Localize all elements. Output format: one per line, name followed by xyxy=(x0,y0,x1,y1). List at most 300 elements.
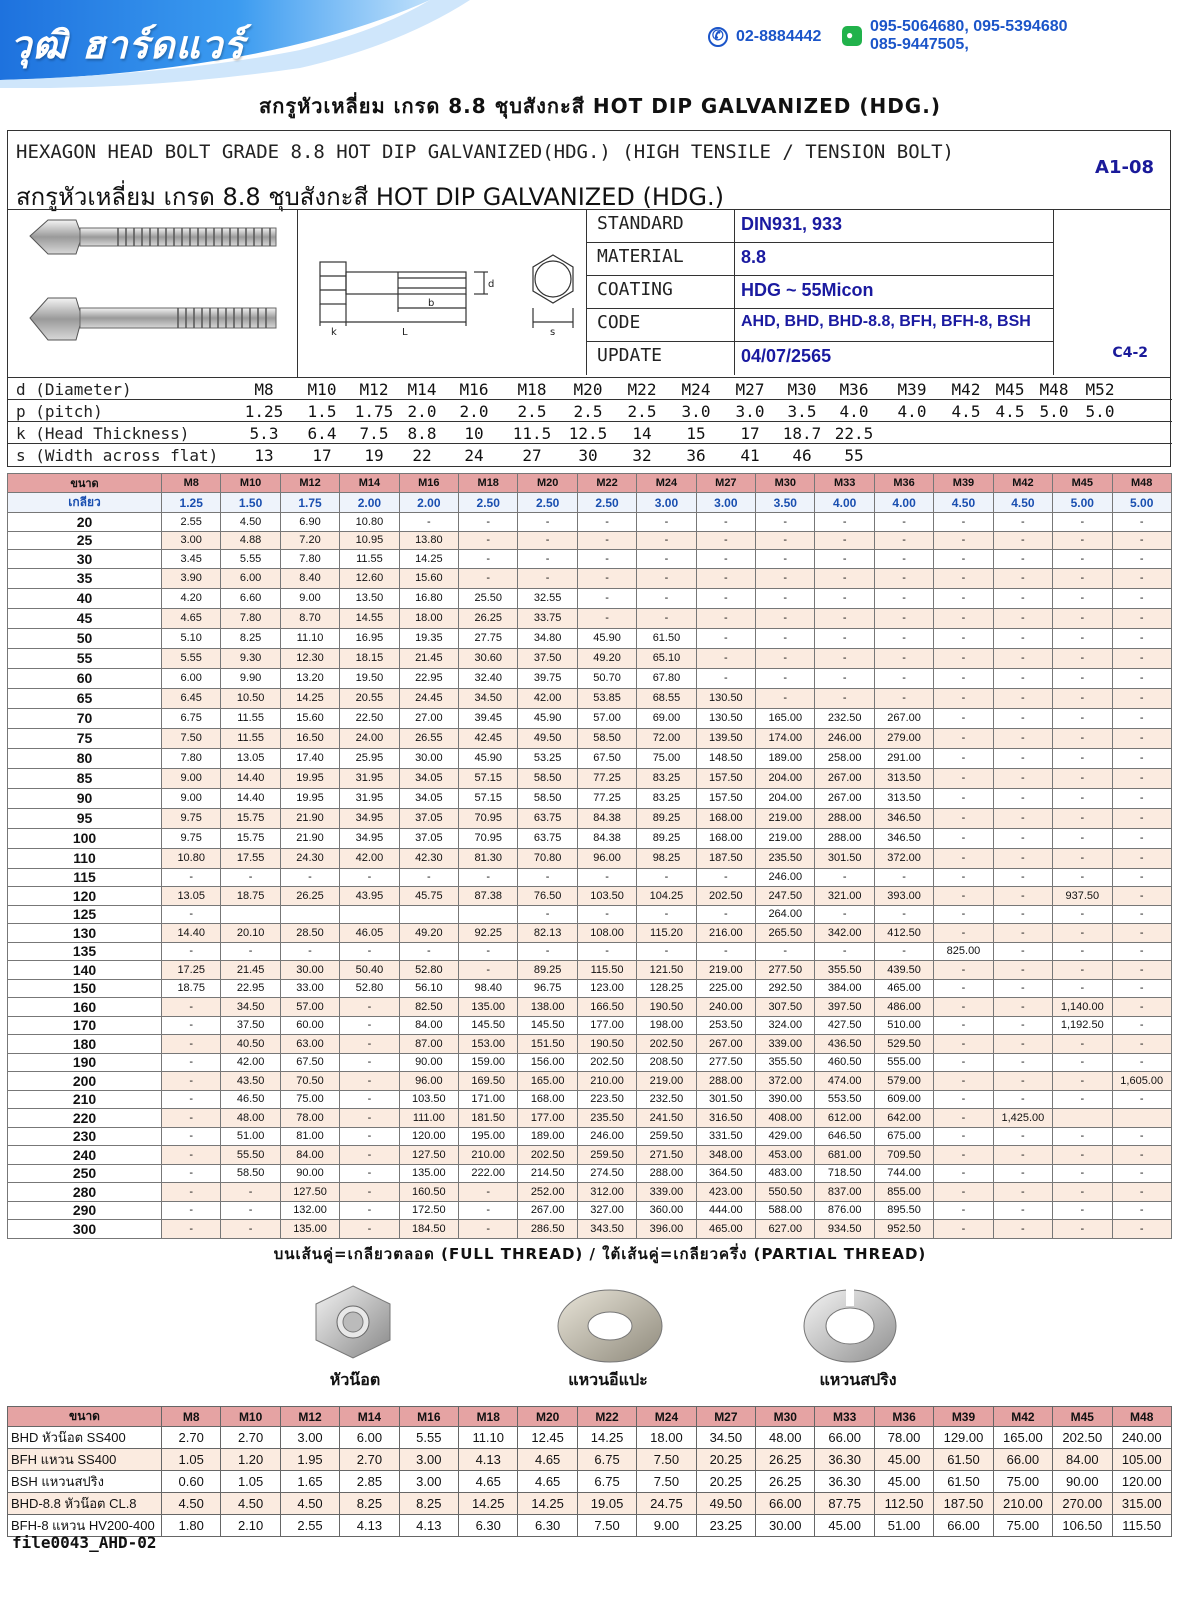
price-cell: 32.40 xyxy=(459,668,518,688)
dimension-value: 2.5 xyxy=(627,402,657,421)
price-cell: 483.00 xyxy=(756,1164,815,1183)
phone-contact xyxy=(708,27,821,47)
dimension-label: k (Head Thickness) xyxy=(16,424,190,443)
price-cell: 66.00 xyxy=(993,1449,1052,1471)
table-row xyxy=(8,1109,1172,1128)
price-cell: - xyxy=(1053,924,1112,943)
column-header: M10 xyxy=(221,474,280,493)
price-cell: - xyxy=(993,648,1052,668)
price-cell: - xyxy=(993,568,1052,588)
price-cell: 108.00 xyxy=(577,924,636,943)
price-cell: - xyxy=(1053,628,1112,648)
price-cell: - xyxy=(1053,1146,1112,1165)
price-cell: - xyxy=(221,1201,280,1220)
price-cell: - xyxy=(637,608,696,628)
dimension-value: 3.0 xyxy=(735,402,765,421)
dimension-value: M39 xyxy=(897,380,927,399)
price-cell: 267.00 xyxy=(815,768,874,788)
price-cell: 21.45 xyxy=(399,648,458,668)
row-size: 210 xyxy=(8,1090,162,1109)
price-cell: - xyxy=(340,1146,399,1165)
column-header: M24 xyxy=(637,474,696,493)
price-cell: 412.50 xyxy=(874,924,933,943)
price-cell: 339.00 xyxy=(756,1035,815,1054)
dimension-value: 4.0 xyxy=(839,402,869,421)
price-cell: - xyxy=(577,868,636,887)
column-header: M45 xyxy=(1053,1407,1112,1427)
price-cell: 2.10 xyxy=(221,1515,280,1537)
price-cell: - xyxy=(1112,648,1171,668)
price-cell: 26.25 xyxy=(756,1449,815,1471)
price-cell: - xyxy=(993,924,1052,943)
dimension-value: M48 xyxy=(1039,380,1069,399)
price-cell xyxy=(340,905,399,924)
price-cell: 65.10 xyxy=(637,648,696,668)
price-cell: - xyxy=(1112,1146,1171,1165)
price-cell: - xyxy=(934,531,993,550)
price-cell: - xyxy=(934,668,993,688)
price-cell: 744.00 xyxy=(874,1164,933,1183)
price-cell: 6.45 xyxy=(162,688,221,708)
price-cell: 75.00 xyxy=(993,1515,1052,1537)
price-cell: 9.00 xyxy=(162,768,221,788)
price-cell: - xyxy=(993,748,1052,768)
price-cell xyxy=(459,905,518,924)
row-size: 240 xyxy=(8,1146,162,1165)
row-size: 30 xyxy=(8,550,162,569)
price-cell: 288.00 xyxy=(637,1164,696,1183)
row-size: 230 xyxy=(8,1127,162,1146)
dimension-value: M45 xyxy=(995,380,1025,399)
price-cell: 288.00 xyxy=(696,1072,755,1091)
header-banner xyxy=(0,0,1200,88)
price-cell: 0.60 xyxy=(162,1471,221,1493)
price-cell: 390.00 xyxy=(756,1090,815,1109)
price-cell: - xyxy=(874,868,933,887)
price-cell: 4.13 xyxy=(340,1515,399,1537)
price-cell: - xyxy=(162,942,221,961)
price-cell: - xyxy=(696,531,755,550)
price-cell: - xyxy=(459,568,518,588)
price-cell: 202.50 xyxy=(577,1053,636,1072)
price-cell: 8.25 xyxy=(221,628,280,648)
price-cell: 63.00 xyxy=(280,1035,339,1054)
price-cell: - xyxy=(696,905,755,924)
price-cell: 2.55 xyxy=(280,1515,339,1537)
price-cell: - xyxy=(815,608,874,628)
price-cell: 321.00 xyxy=(815,887,874,906)
price-cell: 348.00 xyxy=(696,1146,755,1165)
price-cell: 58.50 xyxy=(221,1164,280,1183)
price-cell: 172.50 xyxy=(399,1201,458,1220)
dimension-value: M36 xyxy=(839,380,869,399)
price-cell: 130.50 xyxy=(696,688,755,708)
price-cell: - xyxy=(1112,905,1171,924)
price-cell: 70.80 xyxy=(518,848,577,868)
price-cell: 324.00 xyxy=(756,1016,815,1035)
price-cell: - xyxy=(756,608,815,628)
dimension-value: M22 xyxy=(627,380,657,399)
price-cell: - xyxy=(1112,1090,1171,1109)
price-cell: - xyxy=(815,688,874,708)
dimension-value: 2.5 xyxy=(573,402,603,421)
column-header: M18 xyxy=(459,1407,518,1427)
pitch-header: เกลียว xyxy=(8,493,162,513)
price-cell: - xyxy=(815,648,874,668)
price-cell: 112.50 xyxy=(874,1493,933,1515)
price-cell: 232.50 xyxy=(637,1090,696,1109)
price-cell: - xyxy=(815,668,874,688)
row-size: 140 xyxy=(8,961,162,980)
row-size: 200 xyxy=(8,1072,162,1091)
dimension-value: 46 xyxy=(792,446,812,465)
price-cell: - xyxy=(1112,808,1171,828)
price-cell: 267.00 xyxy=(874,708,933,728)
price-cell: 70.95 xyxy=(459,828,518,848)
price-cell: - xyxy=(1112,1127,1171,1146)
price-cell: - xyxy=(815,588,874,608)
price-cell: 42.00 xyxy=(340,848,399,868)
price-cell: 70.95 xyxy=(459,808,518,828)
price-cell: 19.50 xyxy=(340,668,399,688)
dimension-value: 11.5 xyxy=(512,424,552,443)
price-cell: - xyxy=(1053,768,1112,788)
price-cell: 67.50 xyxy=(280,1053,339,1072)
dimension-value: 6.4 xyxy=(307,424,337,443)
price-cell: - xyxy=(993,588,1052,608)
brand-logo: วุฒิ ฮาร์ดแวร์ xyxy=(10,23,245,67)
price-cell: 30.00 xyxy=(756,1515,815,1537)
price-cell: 372.00 xyxy=(756,1072,815,1091)
item-name: BHD-8.8 หัวน๊อต CL.8 xyxy=(8,1493,162,1515)
price-cell: 1.05 xyxy=(162,1449,221,1471)
dimension-row xyxy=(8,444,1172,466)
price-cell: 343.50 xyxy=(577,1220,636,1239)
price-cell: - xyxy=(340,868,399,887)
price-cell: 25.95 xyxy=(340,748,399,768)
column-header: M14 xyxy=(340,474,399,493)
table-row xyxy=(8,808,1172,828)
dimension-value: 4.5 xyxy=(951,402,981,421)
accessory-table-header xyxy=(8,1407,1172,1427)
price-cell: 52.80 xyxy=(399,961,458,980)
price-cell: - xyxy=(934,808,993,828)
price-cell: 4.50 xyxy=(280,1493,339,1515)
price-cell: - xyxy=(874,531,933,550)
price-cell: 19.35 xyxy=(399,628,458,648)
price-cell: - xyxy=(756,942,815,961)
price-cell: - xyxy=(1053,828,1112,848)
prop-value: AHD, BHD, BHD-8.8, BFH, BFH-8, BSH xyxy=(734,309,1054,342)
price-cell: - xyxy=(1053,1127,1112,1146)
price-cell: 7.50 xyxy=(637,1449,696,1471)
price-cell: 6.00 xyxy=(221,568,280,588)
price-cell: - xyxy=(1112,1164,1171,1183)
dimension-value: M16 xyxy=(459,380,489,399)
price-cell: 2.70 xyxy=(340,1449,399,1471)
price-cell: 25.50 xyxy=(459,588,518,608)
price-cell: 4.50 xyxy=(162,1493,221,1515)
table-row xyxy=(8,1427,1172,1449)
price-cell: 58.50 xyxy=(518,768,577,788)
price-cell: 9.75 xyxy=(162,808,221,828)
price-cell: 36.30 xyxy=(815,1471,874,1493)
price-cell: - xyxy=(1112,942,1171,961)
price-cell: 11.55 xyxy=(340,550,399,569)
row-size: 90 xyxy=(8,788,162,808)
pitch-value: 4.50 xyxy=(934,493,993,513)
price-cell: - xyxy=(518,531,577,550)
price-cell: 219.00 xyxy=(637,1072,696,1091)
price-cell: 15.60 xyxy=(280,708,339,728)
table-row xyxy=(8,768,1172,788)
dimension-value: 32 xyxy=(632,446,652,465)
price-cell: 460.50 xyxy=(815,1053,874,1072)
price-cell: 187.50 xyxy=(696,848,755,868)
price-cell: 277.50 xyxy=(756,961,815,980)
thread-note: บนเส้นคู่=เกลียวตลอด (FULL THREAD) / ใต้เส้นคู่=เกลียวครึ่ง (PARTIAL THREAD) xyxy=(273,1245,927,1263)
price-cell: 33.00 xyxy=(280,979,339,998)
price-cell: 612.00 xyxy=(815,1109,874,1128)
row-size: 170 xyxy=(8,1016,162,1035)
price-cell: - xyxy=(993,1053,1052,1072)
accessory-price-table xyxy=(7,1406,1172,1537)
price-cell: 14.25 xyxy=(518,1493,577,1515)
price-cell: 5.55 xyxy=(221,550,280,569)
price-cell: - xyxy=(934,648,993,668)
row-size: 55 xyxy=(8,648,162,668)
column-header: M48 xyxy=(1112,1407,1171,1427)
table-row xyxy=(8,1053,1172,1072)
price-cell: - xyxy=(1112,1220,1171,1239)
price-cell: - xyxy=(756,568,815,588)
price-cell: 58.50 xyxy=(518,788,577,808)
price-cell: 291.00 xyxy=(874,748,933,768)
price-cell: 157.50 xyxy=(696,768,755,788)
price-cell: 129.00 xyxy=(934,1427,993,1449)
table-row xyxy=(8,1201,1172,1220)
price-cell: 315.00 xyxy=(1112,1493,1171,1515)
prop-code xyxy=(586,309,1172,342)
price-cell: - xyxy=(993,608,1052,628)
price-cell: 13.80 xyxy=(399,531,458,550)
price-cell: - xyxy=(874,628,933,648)
pitch-value: 1.75 xyxy=(280,493,339,513)
price-cell: - xyxy=(1053,1072,1112,1091)
price-cell: - xyxy=(934,513,993,532)
price-cell: 39.45 xyxy=(459,708,518,728)
price-cell: 76.50 xyxy=(518,887,577,906)
price-cell: 105.00 xyxy=(1112,1449,1171,1471)
dimension-value: 3.5 xyxy=(787,402,817,421)
table-row xyxy=(8,1471,1172,1493)
table-row xyxy=(8,905,1172,924)
price-cell: - xyxy=(696,648,755,668)
price-cell: - xyxy=(637,513,696,532)
table-row xyxy=(8,608,1172,628)
price-cell: 89.25 xyxy=(637,828,696,848)
prop-label: STANDARD xyxy=(586,210,734,243)
price-cell: - xyxy=(340,1164,399,1183)
price-cell: 87.00 xyxy=(399,1035,458,1054)
price-cell: - xyxy=(874,688,933,708)
column-header: M45 xyxy=(1053,474,1112,493)
column-header: M33 xyxy=(815,1407,874,1427)
price-cell: - xyxy=(459,961,518,980)
row-size: 180 xyxy=(8,1035,162,1054)
row-size: 60 xyxy=(8,668,162,688)
price-cell: 46.50 xyxy=(221,1090,280,1109)
price-cell: 189.00 xyxy=(756,748,815,768)
price-cell: - xyxy=(756,531,815,550)
price-cell: 316.50 xyxy=(696,1109,755,1128)
row-size: 35 xyxy=(8,568,162,588)
price-cell: - xyxy=(815,568,874,588)
table-row xyxy=(8,1127,1172,1146)
bolt-diagram xyxy=(298,210,586,377)
price-cell: - xyxy=(162,1164,221,1183)
price-cell: - xyxy=(577,588,636,608)
price-cell: - xyxy=(1112,998,1171,1017)
price-cell: - xyxy=(934,748,993,768)
price-cell: 156.00 xyxy=(518,1053,577,1072)
table-row xyxy=(8,1090,1172,1109)
table-row xyxy=(8,1220,1172,1239)
price-cell: 6.90 xyxy=(280,513,339,532)
row-size: 300 xyxy=(8,1220,162,1239)
price-cell: - xyxy=(993,1127,1052,1146)
price-cell: - xyxy=(934,550,993,569)
price-cell xyxy=(221,905,280,924)
price-cell: - xyxy=(1112,628,1171,648)
pitch-value: 3.00 xyxy=(696,493,755,513)
price-cell: 67.50 xyxy=(577,748,636,768)
price-cell: - xyxy=(874,513,933,532)
price-cell: - xyxy=(162,1072,221,1091)
price-cell: 4.50 xyxy=(221,1493,280,1515)
table-row xyxy=(8,887,1172,906)
price-cell: - xyxy=(934,1146,993,1165)
price-cell: 427.50 xyxy=(815,1016,874,1035)
price-cell: - xyxy=(874,608,933,628)
price-cell: 3.00 xyxy=(399,1471,458,1493)
price-cell: - xyxy=(934,688,993,708)
price-cell: - xyxy=(993,1183,1052,1202)
price-cell: - xyxy=(459,531,518,550)
price-cell: 5.55 xyxy=(399,1427,458,1449)
column-header: M24 xyxy=(637,1407,696,1427)
price-cell: 127.50 xyxy=(399,1146,458,1165)
price-cell: - xyxy=(1112,748,1171,768)
price-cell: 174.00 xyxy=(756,728,815,748)
price-cell: - xyxy=(1112,1183,1171,1202)
row-size: 25 xyxy=(8,531,162,550)
price-cell: 151.50 xyxy=(518,1035,577,1054)
price-cell: 7.80 xyxy=(280,550,339,569)
pitch-value: 1.25 xyxy=(162,493,221,513)
price-cell: 550.50 xyxy=(756,1183,815,1202)
price-cell: 171.00 xyxy=(459,1090,518,1109)
table-row xyxy=(8,748,1172,768)
price-cell: 66.00 xyxy=(934,1515,993,1537)
price-cell: 78.00 xyxy=(280,1109,339,1128)
price-cell: - xyxy=(340,1220,399,1239)
price-cell: - xyxy=(1112,531,1171,550)
price-cell: 286.50 xyxy=(518,1220,577,1239)
price-cell: - xyxy=(162,1127,221,1146)
price-cell: 90.00 xyxy=(1053,1471,1112,1493)
price-cell: 127.50 xyxy=(280,1183,339,1202)
price-cell: 11.55 xyxy=(221,728,280,748)
price-cell: 115.50 xyxy=(577,961,636,980)
price-cell: 240.00 xyxy=(1112,1427,1171,1449)
dimension-value: 1.75 xyxy=(354,402,394,421)
price-cell: 153.00 xyxy=(459,1035,518,1054)
price-cell: - xyxy=(1053,728,1112,748)
svg-text:s: s xyxy=(550,327,556,338)
svg-text:L: L xyxy=(402,327,408,338)
price-cell: - xyxy=(934,728,993,748)
price-cell: 609.00 xyxy=(874,1090,933,1109)
price-cell: 159.00 xyxy=(459,1053,518,1072)
price-cell: - xyxy=(162,868,221,887)
price-cell: 553.50 xyxy=(815,1090,874,1109)
price-cell: - xyxy=(221,1220,280,1239)
price-cell: 165.00 xyxy=(518,1072,577,1091)
price-cell: 396.00 xyxy=(637,1220,696,1239)
price-cell xyxy=(1112,1109,1171,1128)
table-row xyxy=(8,979,1172,998)
price-cell: - xyxy=(399,942,458,961)
dimension-value: 24 xyxy=(464,446,484,465)
price-cell: - xyxy=(1112,868,1171,887)
row-size: 80 xyxy=(8,748,162,768)
price-cell: - xyxy=(1112,588,1171,608)
price-cell: 177.00 xyxy=(577,1016,636,1035)
price-cell: 139.50 xyxy=(696,728,755,748)
price-cell: - xyxy=(696,942,755,961)
price-cell: 855.00 xyxy=(874,1183,933,1202)
price-cell: - xyxy=(934,628,993,648)
price-cell: 90.00 xyxy=(399,1053,458,1072)
price-cell: 264.00 xyxy=(756,905,815,924)
price-cell: 20.25 xyxy=(696,1449,755,1471)
prop-standard xyxy=(586,210,1172,243)
dimension-value: 2.0 xyxy=(407,402,437,421)
price-cell: 177.00 xyxy=(518,1109,577,1128)
price-cell: 10.80 xyxy=(162,848,221,868)
price-cell: 43.50 xyxy=(221,1072,280,1091)
price-cell: - xyxy=(1053,550,1112,569)
dimension-value: 22 xyxy=(412,446,432,465)
prop-value: 8.8 xyxy=(734,243,1054,276)
dimension-value: 18.7 xyxy=(782,424,822,443)
price-cell: - xyxy=(756,588,815,608)
price-cell: - xyxy=(993,531,1052,550)
price-table-pitch-row xyxy=(8,493,1172,513)
line-app-icon xyxy=(842,26,862,46)
price-cell: - xyxy=(993,979,1052,998)
price-cell: - xyxy=(1053,688,1112,708)
column-header: M8 xyxy=(162,1407,221,1427)
price-cell: 219.00 xyxy=(756,808,815,828)
price-cell: 202.50 xyxy=(637,1035,696,1054)
price-cell: 4.65 xyxy=(518,1471,577,1493)
price-cell: 106.50 xyxy=(1053,1515,1112,1537)
price-cell: - xyxy=(221,1183,280,1202)
price-cell xyxy=(399,905,458,924)
price-cell: - xyxy=(1112,688,1171,708)
